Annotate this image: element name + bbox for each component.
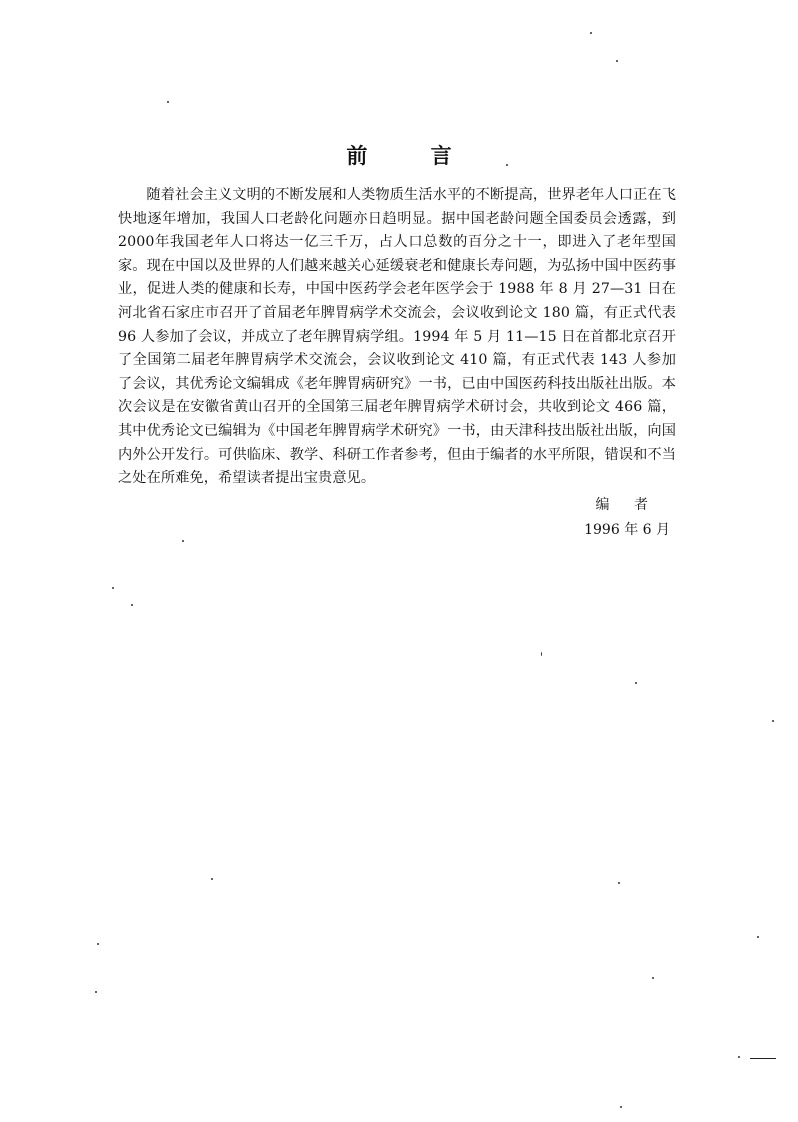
signature-author: 编 者	[595, 497, 658, 513]
scan-speck	[652, 977, 654, 979]
scan-speck	[541, 652, 542, 656]
scan-speck	[738, 1056, 740, 1058]
scan-speck	[590, 32, 592, 34]
preface-body	[118, 184, 676, 491]
signature-date: 1996 年 6 月	[584, 522, 670, 538]
scan-speck	[167, 101, 169, 103]
scan-speck	[95, 991, 97, 993]
page-title: 前 言	[346, 143, 480, 168]
scan-speck	[616, 60, 618, 62]
scan-speck	[635, 682, 637, 684]
scan-speck	[757, 936, 759, 938]
scan-speck	[182, 540, 184, 542]
scan-speck	[506, 164, 508, 166]
scan-speck	[620, 1106, 622, 1108]
scan-speck	[618, 882, 620, 884]
scan-speck	[772, 720, 774, 722]
scan-speck	[97, 943, 99, 945]
scan-speck	[112, 587, 114, 589]
signature-block	[584, 493, 670, 543]
scan-speck	[131, 604, 133, 606]
scan-speck	[211, 878, 213, 880]
preface-paragraph: 随着社会主义文明的不断发展和人类物质生活水平的不断提高，世界老年人口正在飞快地逐年增加，我国人口老龄化问题亦日趋明显。据中国老龄问题全国委员会透露，到2000年我国老年人口将达一亿三千万，占人口总数的百分之十一，即进入了老年型国家。现在中国以及世界的人们越来越关心延缓衰老和健康长寿问题，为弘扬中国中医药事业，促进人类的健康和长寿，中国中医药学会老年医学会于 1988 年 8 月 27—31 日在河北省石家庄市召开了首届老年脾胃病学术交流会，会议收到论文 180 篇，有正式代表 96 人参加了会议，并成立了老年脾胃病学组。1994 年 5 月 11—15 日在首都北京召开了全国第二届老年脾胃病学术交流会，会议收到论文 410 篇，有正式代表 143 人参加了会议，其优秀论文编辑成《老年脾胃病研究》一书，已由中国医药科技出版社出版。本次会议是在安徽省黄山召开的全国第三届老年脾胃病学术研讨会，共收到论文 466 篇，其中优秀论文已编辑为《中国老年脾胃病学术研究》一书，由天津科技出版社出版，向国内外公开发行。可供临床、教学、科研工作者参考，但由于编者的水平所限，错误和不当之处在所难免，希望读者提出宝贵意见。	[118, 187, 676, 487]
footer-rule	[750, 1058, 776, 1059]
